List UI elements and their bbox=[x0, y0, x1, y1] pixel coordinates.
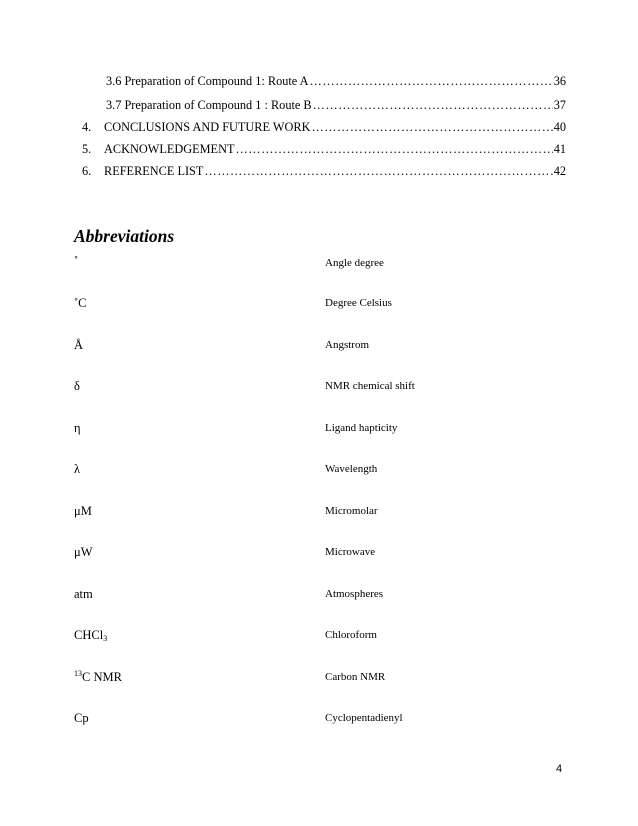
toc-leader-dots bbox=[313, 98, 553, 112]
abbreviation-row bbox=[0, 503, 638, 523]
abbreviation-row bbox=[0, 295, 638, 315]
abbreviation-row bbox=[0, 627, 638, 647]
abbreviation-row bbox=[0, 669, 638, 689]
abbreviation-definition: Carbon NMR bbox=[325, 671, 386, 683]
toc-entry-title: REFERENCE LIST bbox=[104, 164, 204, 178]
toc-entry bbox=[106, 98, 566, 112]
abbreviation-term-superscript: 13 bbox=[74, 669, 82, 678]
abbreviation-definition: Cyclopentadienyl bbox=[325, 712, 403, 724]
abbreviation-row bbox=[0, 710, 638, 730]
abbreviation-term: atm bbox=[74, 587, 93, 601]
abbreviation-definition: Angstrom bbox=[325, 339, 369, 351]
abbreviation-term: λ bbox=[74, 462, 81, 476]
abbreviation-term: δ bbox=[74, 379, 80, 393]
toc-entry-page: 41 bbox=[553, 142, 566, 156]
toc-entry-title: ACKNOWLEDGEMENT bbox=[104, 142, 235, 156]
toc-entry-number: 4. bbox=[82, 120, 92, 134]
toc-entry-title: CONCLUSIONS AND FUTURE WORK bbox=[104, 120, 311, 134]
abbreviation-definition: Angle degree bbox=[325, 257, 384, 269]
toc-leader-dots bbox=[310, 74, 553, 88]
abbreviation-row bbox=[0, 420, 638, 440]
abbreviation-definition: Ligand hapticity bbox=[325, 422, 398, 434]
toc-entry bbox=[106, 74, 566, 88]
abbreviation-term-main: CHCl bbox=[74, 628, 104, 642]
abbreviation-row bbox=[0, 253, 638, 273]
toc-leader-dots bbox=[204, 164, 552, 178]
abbreviation-term-subscript: 3 bbox=[103, 634, 108, 643]
abbreviation-row bbox=[0, 586, 638, 606]
abbreviation-term: μW bbox=[74, 545, 93, 559]
abbreviation-row bbox=[0, 544, 638, 564]
toc-leader-dots bbox=[311, 120, 552, 134]
abbreviation-term: ˚C bbox=[74, 296, 87, 310]
abbreviations-heading: Abbreviations bbox=[74, 226, 175, 246]
abbreviation-definition: NMR chemical shift bbox=[325, 380, 415, 392]
abbreviation-term: μM bbox=[74, 504, 92, 518]
toc-entry bbox=[82, 142, 566, 156]
abbreviation-term-main: C NMR bbox=[82, 670, 122, 684]
abbreviation-term: η bbox=[74, 421, 81, 435]
abbreviation-definition: Chloroform bbox=[325, 629, 377, 641]
toc-entry-page: 36 bbox=[553, 74, 566, 88]
toc-entry bbox=[82, 120, 566, 134]
abbreviation-term: ˚ bbox=[74, 254, 79, 268]
abbreviation-definition: Degree Celsius bbox=[325, 297, 392, 309]
abbreviation-term: Å bbox=[74, 338, 84, 352]
toc-entry-page: 37 bbox=[553, 98, 566, 112]
abbreviation-row bbox=[0, 337, 638, 357]
abbreviation-definition: Atmospheres bbox=[325, 588, 384, 600]
toc-entry-page: 40 bbox=[553, 120, 566, 134]
toc-leader-dots bbox=[235, 142, 552, 156]
abbreviation-term bbox=[74, 627, 107, 643]
abbreviation-definition: Wavelength bbox=[325, 463, 378, 475]
abbreviation-definition: Micromolar bbox=[325, 505, 378, 517]
abbreviation-definition: Microwave bbox=[325, 546, 376, 558]
toc-entry-number: 6. bbox=[82, 164, 92, 178]
abbreviation-row bbox=[0, 378, 638, 398]
toc-entry-title: 3.6 Preparation of Compound 1: Route A bbox=[106, 74, 309, 88]
page-number: 4 bbox=[556, 763, 563, 775]
abbreviation-term bbox=[74, 669, 122, 685]
toc-entry-number: 5. bbox=[82, 142, 92, 156]
toc-entry-title: 3.7 Preparation of Compound 1 : Route B bbox=[106, 98, 312, 112]
toc-entry-page: 42 bbox=[553, 164, 566, 178]
toc-entry bbox=[82, 164, 566, 178]
abbreviation-row bbox=[0, 461, 638, 481]
abbreviation-term: Cp bbox=[74, 711, 89, 725]
